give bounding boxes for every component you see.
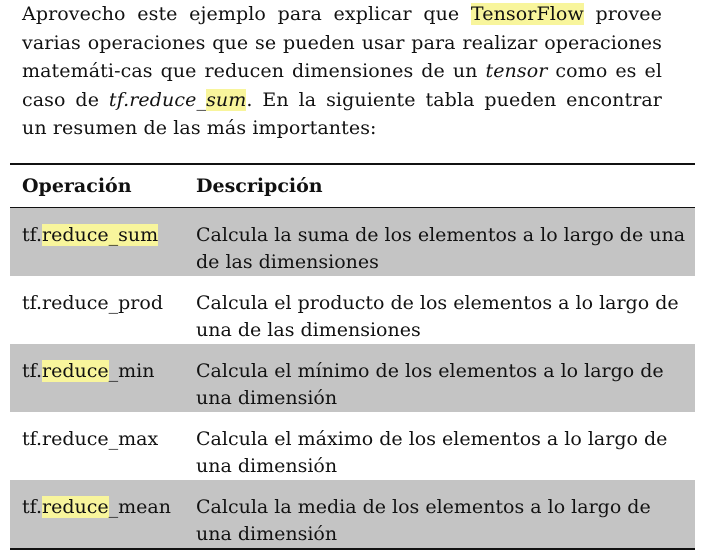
paragraph-text: . En la siguiente tabla pueden encontrar un resumen de las más importantes: <box>22 88 662 139</box>
operation-text: _min <box>108 360 155 382</box>
table-header-row <box>10 164 695 208</box>
operation-cell <box>10 480 196 549</box>
operations-table <box>10 163 695 550</box>
italic-code-term: tf.reduce_ <box>108 88 207 111</box>
paragraph-text: Aprovecho este ejemplo para explicar que <box>22 3 471 25</box>
header-operation: Operación <box>22 175 132 197</box>
table-row <box>10 344 695 412</box>
operation-text: tf. <box>22 496 43 518</box>
table-row <box>10 208 695 277</box>
italic-term: tensor <box>485 60 548 82</box>
highlighted-italic-term: sum <box>206 88 247 111</box>
description-cell: Calcula el producto de los elementos a lo largo de una de las dimensiones <box>196 292 679 341</box>
table-row <box>10 276 695 344</box>
operation-highlight: reduce <box>42 496 109 518</box>
highlighted-term: TensorFlow <box>470 3 584 25</box>
table-row <box>10 480 695 549</box>
operation-text: _mean <box>108 496 171 518</box>
operation-text: tf. <box>22 224 43 246</box>
operation-cell <box>10 208 196 277</box>
description-cell: Calcula la media de los elementos a lo largo de una dimensión <box>196 496 651 545</box>
description-cell: Calcula el mínimo de los elementos a lo largo de una dimensión <box>196 360 664 409</box>
body-paragraph <box>22 0 662 143</box>
header-description: Descripción <box>196 175 323 197</box>
operation-highlight: reduce <box>42 360 109 382</box>
paragraph-text: como es el caso de <box>22 60 662 111</box>
operation-cell <box>10 412 196 480</box>
operation-text: tf.reduce_prod <box>22 292 163 314</box>
operation-text: tf. <box>22 360 43 382</box>
operation-text: tf.reduce_max <box>22 428 159 450</box>
operation-cell <box>10 344 196 412</box>
description-cell: Calcula la suma de los elementos a lo largo de una de las dimensiones <box>196 224 686 273</box>
operation-highlight: reduce_sum <box>42 224 159 246</box>
paragraph-text: provee varias operaciones que se pueden usar para realizar operaciones matemáti-cas que reducen dimensiones de un <box>22 3 662 82</box>
table-row <box>10 412 695 480</box>
description-cell: Calcula el máximo de los elementos a lo largo de una dimensión <box>196 428 668 477</box>
operation-cell <box>10 276 196 344</box>
